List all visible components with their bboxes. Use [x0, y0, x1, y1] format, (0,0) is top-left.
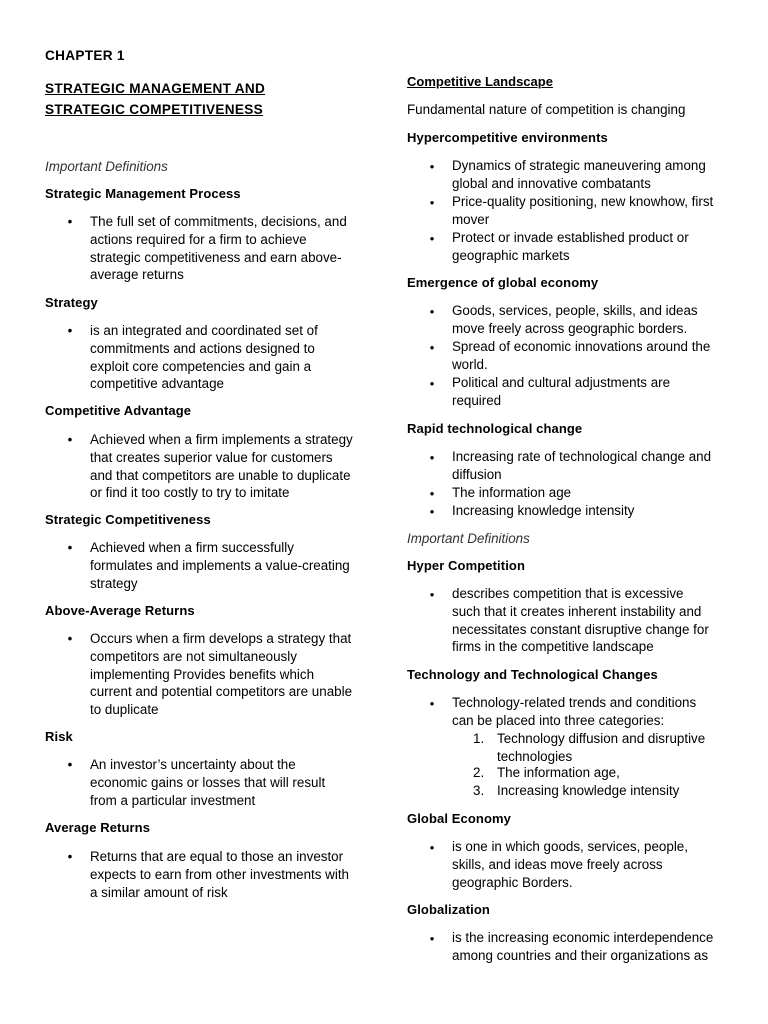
item-number: 1. [473, 731, 485, 746]
bullet-text-line: that creates superior value for customers [90, 449, 333, 465]
bullet-text-line: necessitates constant disruptive change for [452, 621, 709, 637]
bullet-text-line: Increasing knowledge intensity [452, 503, 635, 518]
bullet-icon: ● [429, 699, 435, 708]
definition-heading: Strategic Management Process [45, 186, 241, 201]
bullet-icon: ● [429, 198, 435, 207]
definition-heading: Hyper Competition [407, 558, 525, 573]
bullet-text-line: competitive advantage [90, 376, 224, 392]
definition-heading: Global Economy [407, 811, 511, 826]
bullet-text-line: Achieved when a firm successfully [90, 540, 294, 555]
bullet-text-line: implementing Provides benefits which [90, 666, 315, 682]
definition-heading: Competitive Advantage [45, 403, 192, 418]
bullet-text-line: is the increasing economic interdependence [452, 930, 714, 945]
bullet-icon: ● [429, 489, 435, 498]
bullet-text-line: global and innovative combatants [452, 175, 651, 191]
bullet-text-line: average returns [90, 267, 184, 283]
bullet-icon: ● [429, 843, 435, 852]
bullet-text-line: formulates and implements a value-creating [90, 557, 350, 573]
bullet-icon: ● [429, 234, 435, 243]
bullet-text-line: mover [452, 211, 490, 227]
bullet-text-line: economic gains or losses that will result [90, 774, 326, 790]
bullet-text-line: Goods, services, people, skills, and ideas [452, 303, 698, 318]
bullet-text-line: a similar amount of risk [90, 884, 228, 900]
bullet-text-line: commitments and actions designed to [90, 340, 315, 356]
bullet-text-line: strategy [90, 575, 138, 591]
bullet-text-line: required [452, 392, 502, 408]
item-number: 3. [473, 783, 485, 798]
section-heading: Emergence of global economy [407, 275, 599, 290]
bullet-text-line: strategic competitiveness and earn above- [90, 249, 342, 265]
chapter-label: CHAPTER 1 [45, 48, 125, 63]
bullet-icon: ● [429, 507, 435, 516]
bullet-text-line: Returns that are equal to those an investor [90, 849, 344, 864]
definition-heading: Strategic Competitiveness [45, 512, 211, 527]
numbered-item-text-line: technologies [497, 748, 573, 764]
bullet-text-line: expects to earn from other investments with [90, 866, 349, 882]
competitive-landscape-heading: Competitive Landscape [407, 74, 553, 89]
bullet-icon: • [67, 849, 73, 864]
bullet-text-line: exploit core competencies and gain a [90, 358, 312, 374]
bullet-text-line: geographic markets [452, 247, 570, 263]
bullet-icon: ● [429, 307, 435, 316]
bullet-text-line: world. [452, 356, 488, 372]
definition-heading: Globalization [407, 902, 490, 917]
section-heading: Rapid technological change [407, 421, 583, 436]
definition-heading: Risk [45, 729, 73, 744]
bullet-text-line: such that it creates inherent instability and [452, 603, 702, 619]
definition-heading: Average Returns [45, 820, 151, 835]
bullet-icon: ● [429, 453, 435, 462]
bullet-text-line: Price-quality positioning, new knowhow, first [452, 194, 714, 209]
bullet-icon: • [67, 540, 73, 555]
bullet-text-line: or find it too costly to try to imitate [90, 485, 290, 501]
bullet-text-line: Occurs when a firm develops a strategy that [90, 631, 352, 646]
bullet-text-line: is an integrated and coordinated set of [90, 323, 318, 338]
bullet-icon: • [67, 214, 73, 229]
important-definitions-subheading-right: Important Definitions [407, 531, 530, 546]
document-title-line-1: STRATEGIC MANAGEMENT AND [45, 81, 266, 96]
numbered-item-text-line: Technology diffusion and disruptive [497, 731, 706, 746]
numbered-item-text-line: Increasing knowledge intensity [497, 783, 680, 798]
bullet-text-line: Increasing rate of technological change and [452, 449, 712, 464]
bullet-text-line: diffusion [452, 466, 502, 482]
bullet-icon: ● [429, 379, 435, 388]
bullet-text-line: Achieved when a firm implements a strategy [90, 432, 353, 447]
bullet-text-line: to duplicate [90, 702, 159, 718]
important-definitions-subheading: Important Definitions [45, 159, 168, 174]
bullet-icon: ● [429, 934, 435, 943]
bullet-text-line: can be placed into three categories: [452, 712, 665, 728]
bullet-text-line: Dynamics of strategic maneuvering among [452, 158, 706, 173]
bullet-text-line: skills, and ideas move freely across [452, 856, 663, 872]
bullet-text-line: move freely across geographic borders. [452, 320, 688, 336]
bullet-text-line: describes competition that is excessive [452, 586, 684, 601]
bullet-text-line: An investor’s uncertainty about the [90, 757, 296, 772]
bullet-text-line: Technology-related trends and conditions [452, 695, 697, 710]
definition-heading: Strategy [45, 295, 98, 310]
bullet-text-line: firms in the competitive landscape [452, 639, 654, 655]
bullet-icon: • [67, 323, 73, 338]
bullet-text-line: Protect or invade established product or [452, 230, 689, 245]
bullet-text-line: is one in which goods, services, people, [452, 839, 688, 854]
item-number: 2. [473, 765, 485, 780]
bullet-text-line: and that competitors are unable to duplicate [90, 467, 351, 483]
definition-heading: Above-Average Returns [45, 603, 195, 618]
bullet-text-line: The full set of commitments, decisions, and [90, 214, 347, 229]
bullet-text-line: Spread of economic innovations around the [452, 339, 711, 354]
section-heading: Hypercompetitive environments [407, 130, 608, 145]
bullet-icon: ● [429, 343, 435, 352]
bullet-text-line: among countries and their organizations as [452, 947, 709, 963]
competitive-landscape-text: Fundamental nature of competition is changing [407, 102, 686, 117]
bullet-text-line: competitors are not simultaneously [90, 648, 297, 664]
numbered-item-text-line: The information age, [497, 765, 620, 780]
bullet-text-line: geographic Borders. [452, 874, 573, 890]
bullet-text-line: current and potential competitors are unable [90, 684, 353, 700]
document-title-line-2: STRATEGIC COMPETITIVENESS [45, 102, 263, 117]
bullet-icon: ● [429, 590, 435, 599]
bullet-icon: ● [429, 162, 435, 171]
bullet-text-line: actions required for a firm to achieve [90, 231, 307, 247]
bullet-text-line: from a particular investment [90, 792, 256, 808]
bullet-icon: • [67, 432, 73, 447]
bullet-text-line: Political and cultural adjustments are [452, 375, 671, 390]
definition-heading: Technology and Technological Changes [407, 667, 658, 682]
bullet-text-line: The information age [452, 485, 572, 500]
bullet-icon: • [67, 631, 73, 646]
bullet-icon: • [67, 757, 73, 772]
